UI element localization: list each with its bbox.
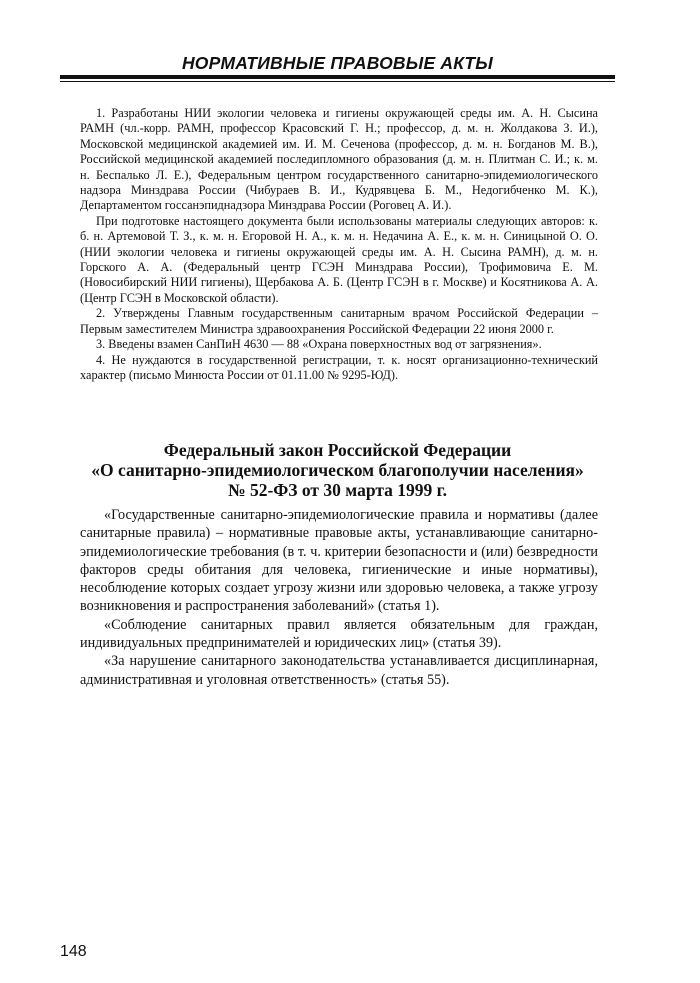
quote-paragraph: «За нарушение санитарного законодательства устанавливается дисциплинарная, административная и уголовная ответственность» (статья 55). [80,653,598,688]
law-title-line: № 52-ФЗ от 30 марта 1999 г. [227,480,447,500]
document-notes [80,106,598,383]
header-rule-thin [60,81,615,82]
quote-paragraph: «Соблюдение санитарных правил является обязательным для граждан, индивидуальных предпринимателей и юридических лиц» (статья 39). [80,616,598,652]
header-rule [60,75,615,79]
note-paragraph: 2. Утверждены Главным государственным санитарным врачом Российской Федерации – Первым заместителем Министра здравоохранения Российской Федерации 22 июня 2000 г. [80,306,598,336]
law-quotes [80,506,598,689]
note-paragraph: 1. Разработаны НИИ экологии человека и гигиены окружающей среды им. А. Н. Сысина РАМН (чл.-корр. РАМН, профессор Красовский Г. Н.; профессор, д. м. н. Жолдакова З. И.), Московской медицинской академией им. И. М. Сеченова (профессор, д. м. н. Богданов М. В.), Российской медицинской академией последипломного образования (д. м. н. Плитман С. И.; к. м. н. Беспалько Л. Е.), Федеральным центром государственного санитарно-эпидемиологического надзора Минздрава России (Чибураев В. И., Кудрявцева Б. М., Недогибченко М. К.), Департаментом госсанэпиднадзора Минздрава России (Роговец А. И.). [80,106,598,213]
law-title-line: Федеральный закон Российской Федерации [163,440,512,460]
law-title [60,440,615,500]
section-title: НОРМАТИВНЫЕ ПРАВОВЫЕ АКТЫ [181,53,494,73]
quote-paragraph: «Государственные санитарно-эпидемиологические правила и нормативы (далее санитарные правила) – нормативные правовые акты, устанавливающие санитарно-эпидемиологические требования (в т. ч. критерии безопасности и (или) безвредности факторов среды обитания для человека, гигиенические и иные нормативы), несоблюдение которых создает угрозу жизни или здоровью человека, а также угрозу возникновения и распространения заболеваний» (статья 1). [80,507,598,615]
note-paragraph: При подготовке настоящего документа были использованы материалы следующих авторов: к. б. н. Артемовой Т. З., к. м. н. Егоровой Н. А., к. м. н. Недачина А. Е., к. м. н. Синицыной О. О. (НИИ экологии человека и гигиены окружающей среды им. А. Н. Сысина РАМН), д. м. н. Горского А. А. (Федеральный центр ГСЭН Минздрава России), Трофимовича Е. М. (Новосибирский НИИ гигиены), Щербакова А. Б. (Центр ГСЭН в г. Москве) и Косятникова А. А. (Центр ГСЭН в Московской области). [80,213,598,305]
note-paragraph: 3. Введены взамен СанПиН 4630 — 88 «Охрана поверхностных вод от загрязнения». [96,337,542,352]
law-title-line: «О санитарно-эпидемиологическом благополучии населения» [91,460,584,480]
note-paragraph: 4. Не нуждаются в государственной регистрации, т. к. носят организационно-технический характер (письмо Минюста России от 01.11.00 № 9295-ЮД). [80,352,598,382]
page-number: 148 [60,943,87,960]
